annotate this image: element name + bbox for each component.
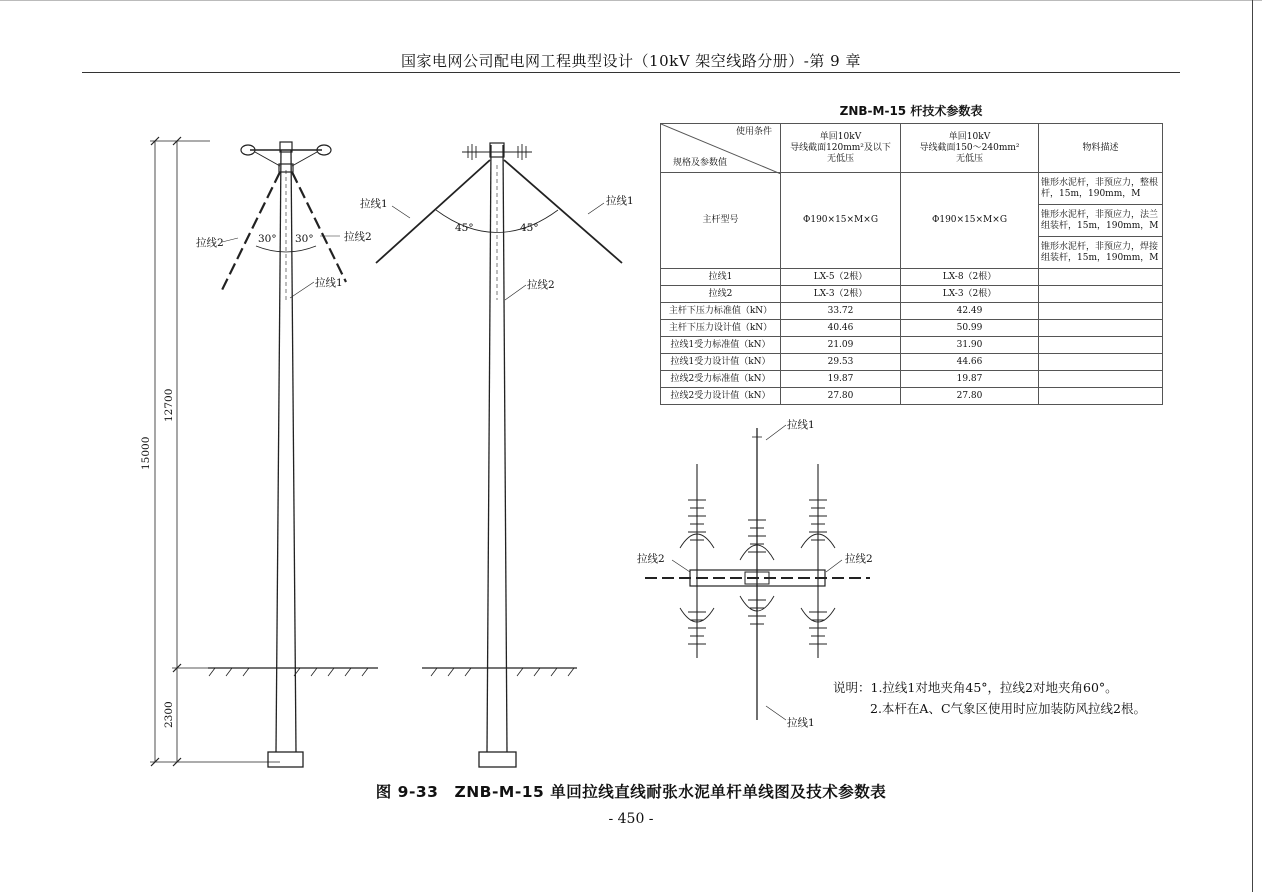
top-guy1-label-bottom: 拉线1 [787,717,815,729]
row-desc [1039,303,1163,320]
col2-header [901,124,1039,173]
dim-total-label: 15000 [140,436,152,470]
row-col1: 19.87 [781,371,901,388]
left-guy2-label-right: 拉线2 [344,231,372,243]
notes [833,677,1146,719]
row-col2: LX-3（2根） [901,286,1039,303]
row-label: 主杆下压力设计值（kN） [661,320,781,337]
row-label: 拉线2 [661,286,781,303]
diag-top-label: 使用条件 [735,127,772,137]
mid-guy1-label-right: 拉线1 [606,195,634,207]
row-col1: LX-3（2根） [781,286,901,303]
row-col1: 27.80 [781,388,901,405]
row-desc [1039,354,1163,371]
technical-parameter-table [660,123,1163,405]
col1-header-line1: 单回10kV [819,131,862,142]
row-desc [1039,337,1163,354]
top-guy2-label-right: 拉线2 [845,553,873,565]
dim-below-label: 2300 [163,701,175,728]
col1-header-line2: 导线截面120mm²及以下 [790,142,891,153]
col2-header-line1: 单回10kV [948,131,991,142]
page-number: - 450 - [608,811,654,827]
figure-caption: 图 9-33 ZNB-M-15 单回拉线直线耐张水泥单杆单线图及技术参数表 [375,783,887,801]
note-line-2: 2.本杆在A、C气象区使用时应加装防风拉线2根。 [870,701,1146,716]
row-col2: 42.49 [901,303,1039,320]
row-col1: 33.72 [781,303,901,320]
col3-header: 物料描述 [1039,124,1163,173]
main-pole-desc-2: 锥形水泥杆，非预应力，法兰组装杆，15m，190mm，M [1039,205,1163,237]
row-desc [1039,269,1163,286]
mid-guy2-label: 拉线2 [527,279,555,291]
left-angle-label-left: 30° [258,233,277,245]
left-guy2-label-left: 拉线2 [196,237,224,249]
row-col2: 19.87 [901,371,1039,388]
row-col2: 31.90 [901,337,1039,354]
mid-angle-label-right: 45° [520,222,539,234]
mid-guy1-label-left: 拉线1 [360,198,388,210]
table-row [661,269,1163,286]
col1-header [781,124,901,173]
table-title: ZNB-M-15 杆技术参数表 [839,104,983,118]
table-row [661,354,1163,371]
row-col1: 40.46 [781,320,901,337]
row-label: 拉线1 [661,269,781,286]
row-desc [1039,286,1163,303]
table-row [661,320,1163,337]
table-row [661,371,1163,388]
main-pole-desc-1: 锥形水泥杆，非预应力，整根杆，15m，190mm，M [1039,173,1163,205]
page-header-title: 国家电网公司配电网工程典型设计（10kV 架空线路分册）-第 9 章 [401,52,861,70]
top-guy2-label-left: 拉线2 [637,553,665,565]
diag-bottom-label: 规格及参数值 [673,158,728,168]
row-col2: 27.80 [901,388,1039,405]
row-col1: 29.53 [781,354,901,371]
note-line-1: 说明：1.拉线1对地夹角45°，拉线2对地夹角60°。 [833,680,1118,695]
main-pole-col2: Φ190×15×M×G [901,173,1039,269]
row-col2: 44.66 [901,354,1039,371]
top-view [645,425,870,720]
diagonal-header-cell [661,124,781,173]
row-col1: 21.09 [781,337,901,354]
left-guy1-label: 拉线1 [315,277,343,289]
main-pole-desc-3: 锥形水泥杆，非预应力，焊接组装杆，15m，190mm，M [1039,237,1163,269]
table-header-row [661,124,1163,173]
row-label: 拉线1受力标准值（kN） [661,337,781,354]
top-guy1-label-top: 拉线1 [787,419,815,431]
main-pole-row-1 [661,173,1163,205]
row-label: 拉线2受力设计值（kN） [661,388,781,405]
main-pole-label: 主杆型号 [661,173,781,269]
row-desc [1039,388,1163,405]
table-row [661,286,1163,303]
middle-pole-view [376,143,622,767]
left-angle-label-right: 30° [295,233,314,245]
mid-angle-label-left: 45° [455,222,474,234]
row-label: 拉线1受力设计值（kN） [661,354,781,371]
col2-header-line3: 无低压 [955,153,983,164]
main-pole-col1: Φ190×15×M×G [781,173,901,269]
row-desc [1039,320,1163,337]
row-desc [1039,371,1163,388]
table-row [661,388,1163,405]
row-col2: LX-8（2根） [901,269,1039,286]
dim-above-label: 12700 [163,388,175,422]
table-row [661,337,1163,354]
table-row [661,303,1163,320]
row-col1: LX-5（2根） [781,269,901,286]
row-label: 拉线2受力标准值（kN） [661,371,781,388]
row-label: 主杆下压力标准值（kN） [661,303,781,320]
col1-header-line3: 无低压 [826,153,854,164]
row-col2: 50.99 [901,320,1039,337]
col2-header-line2: 导线截面150～240mm² [919,142,1020,153]
